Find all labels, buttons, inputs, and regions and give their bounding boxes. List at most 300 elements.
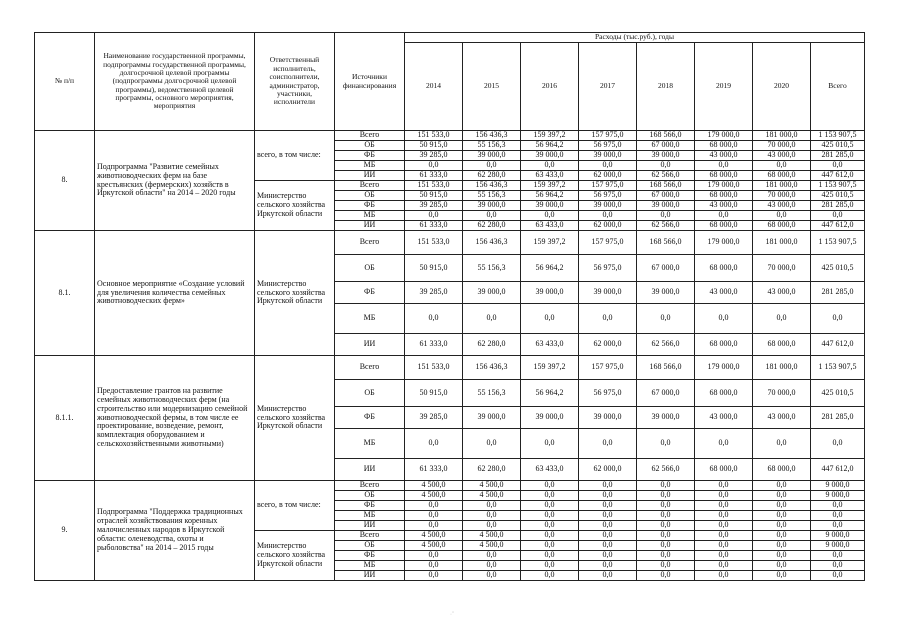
value-total: 1 153 907,5 (811, 356, 865, 380)
value-cell: 39 000,0 (521, 201, 579, 211)
value-cell: 157 975,0 (579, 356, 637, 380)
value-cell: 0,0 (753, 561, 811, 571)
value-cell: 55 156,3 (463, 380, 521, 407)
value-cell: 0,0 (405, 304, 463, 334)
value-total: 9 000,0 (811, 491, 865, 501)
value-cell: 50 915,0 (405, 141, 463, 151)
value-cell: 56 964,2 (521, 141, 579, 151)
header-year: 2017 (579, 43, 637, 131)
value-cell: 0,0 (753, 211, 811, 221)
value-cell: 0,0 (637, 501, 695, 511)
funding-source: ФБ (335, 551, 405, 561)
value-total: 447 612,0 (811, 221, 865, 231)
value-cell: 168 566,0 (637, 356, 695, 380)
value-cell: 0,0 (579, 304, 637, 334)
value-total: 0,0 (811, 561, 865, 571)
value-cell: 0,0 (695, 521, 753, 531)
value-cell: 159 397,2 (521, 356, 579, 380)
value-cell: 156 436,3 (463, 231, 521, 255)
value-cell: 63 433,0 (521, 221, 579, 231)
value-cell: 0,0 (579, 501, 637, 511)
value-cell: 0,0 (695, 481, 753, 491)
value-cell: 62 280,0 (463, 459, 521, 481)
funding-source: ОБ (335, 380, 405, 407)
value-cell: 50 915,0 (405, 191, 463, 201)
value-cell: 62 000,0 (579, 459, 637, 481)
value-cell: 0,0 (753, 304, 811, 334)
value-cell: 0,0 (463, 561, 521, 571)
value-cell: 39 285,0 (405, 282, 463, 304)
value-cell: 0,0 (521, 161, 579, 171)
value-cell: 0,0 (405, 211, 463, 221)
row-number: 8.1. (35, 231, 95, 356)
value-cell: 62 000,0 (579, 221, 637, 231)
value-cell: 61 333,0 (405, 221, 463, 231)
value-cell: 0,0 (753, 161, 811, 171)
value-cell: 68 000,0 (695, 380, 753, 407)
scan-mark: ·ˇ (450, 612, 454, 618)
value-cell: 0,0 (521, 521, 579, 531)
value-cell: 0,0 (579, 161, 637, 171)
value-cell: 159 397,2 (521, 231, 579, 255)
funding-source: Всего (335, 531, 405, 541)
value-cell: 0,0 (695, 561, 753, 571)
header-year: 2019 (695, 43, 753, 131)
value-total: 0,0 (811, 429, 865, 459)
value-cell: 0,0 (695, 304, 753, 334)
value-cell: 0,0 (695, 491, 753, 501)
value-cell: 0,0 (695, 571, 753, 581)
value-cell: 0,0 (753, 491, 811, 501)
value-cell: 179 000,0 (695, 181, 753, 191)
value-cell: 0,0 (579, 561, 637, 571)
financing-table (34, 32, 865, 581)
value-cell: 67 000,0 (637, 255, 695, 282)
header-resp: Ответственный исполнитель, соисполнители, администратор, участники, исполнители (255, 33, 335, 131)
value-cell: 0,0 (463, 211, 521, 221)
value-total: 425 010,5 (811, 255, 865, 282)
value-cell: 68 000,0 (753, 221, 811, 231)
value-cell: 181 000,0 (753, 181, 811, 191)
funding-source: МБ (335, 161, 405, 171)
header-src: Источники финансирования (335, 33, 405, 131)
funding-source: ИИ (335, 221, 405, 231)
value-cell: 63 433,0 (521, 171, 579, 181)
responsible-executor: Министерство сельского хозяйства Иркутской области (255, 181, 335, 231)
value-total: 447 612,0 (811, 459, 865, 481)
value-total: 1 153 907,5 (811, 181, 865, 191)
funding-source: ИИ (335, 171, 405, 181)
responsible-executor: Министерство сельского хозяйства Иркутской области (255, 231, 335, 356)
value-cell: 0,0 (405, 551, 463, 561)
value-total: 0,0 (811, 161, 865, 171)
value-cell: 0,0 (695, 501, 753, 511)
value-cell: 0,0 (637, 541, 695, 551)
value-cell: 68 000,0 (753, 171, 811, 181)
value-cell: 4 500,0 (463, 491, 521, 501)
value-cell: 0,0 (521, 501, 579, 511)
value-total: 9 000,0 (811, 481, 865, 491)
header-year: 2014 (405, 43, 463, 131)
table-row (35, 481, 865, 491)
value-cell: 55 156,3 (463, 141, 521, 151)
program-name: Предоставление грантов на развитие семейных животноводческих ферм (на строительство или модернизацию семейной животноводческой фермы, в том числе ее проектирование, возведение, ремонт, комплектация оборудованием и сельскохозяйственными животными) (95, 356, 255, 481)
value-cell: 0,0 (695, 161, 753, 171)
value-cell: 0,0 (637, 551, 695, 561)
responsible-executor: всего, в том числе: (255, 131, 335, 181)
table-row (35, 231, 865, 255)
value-cell: 0,0 (753, 481, 811, 491)
value-cell: 61 333,0 (405, 459, 463, 481)
funding-source: ФБ (335, 282, 405, 304)
funding-source: ОБ (335, 491, 405, 501)
value-cell: 0,0 (753, 551, 811, 561)
value-cell: 0,0 (753, 511, 811, 521)
value-cell: 68 000,0 (695, 459, 753, 481)
value-cell: 0,0 (521, 481, 579, 491)
value-cell: 70 000,0 (753, 191, 811, 201)
value-cell: 0,0 (521, 561, 579, 571)
value-cell: 4 500,0 (405, 491, 463, 501)
value-cell: 39 000,0 (579, 282, 637, 304)
value-cell: 0,0 (637, 511, 695, 521)
value-total: 425 010,5 (811, 141, 865, 151)
value-cell: 56 975,0 (579, 191, 637, 201)
value-cell: 0,0 (521, 511, 579, 521)
value-total: 0,0 (811, 211, 865, 221)
value-cell: 0,0 (405, 561, 463, 571)
value-cell: 0,0 (521, 304, 579, 334)
value-total: 425 010,5 (811, 380, 865, 407)
value-cell: 55 156,3 (463, 255, 521, 282)
value-cell: 43 000,0 (695, 201, 753, 211)
funding-source: Всего (335, 356, 405, 380)
value-total: 281 285,0 (811, 282, 865, 304)
value-cell: 0,0 (463, 161, 521, 171)
value-cell: 157 975,0 (579, 231, 637, 255)
value-cell: 39 000,0 (463, 407, 521, 429)
funding-source: ОБ (335, 141, 405, 151)
value-cell: 39 285,0 (405, 201, 463, 211)
value-cell: 62 566,0 (637, 334, 695, 356)
value-cell: 0,0 (463, 571, 521, 581)
value-cell: 0,0 (405, 161, 463, 171)
funding-source: ФБ (335, 407, 405, 429)
header-num: № п/п (35, 33, 95, 131)
value-cell: 0,0 (405, 501, 463, 511)
value-cell: 0,0 (463, 551, 521, 561)
row-number: 9. (35, 481, 95, 581)
value-cell: 0,0 (463, 429, 521, 459)
value-cell: 62 566,0 (637, 459, 695, 481)
value-cell: 0,0 (695, 211, 753, 221)
value-cell: 0,0 (753, 501, 811, 511)
value-cell: 39 000,0 (637, 201, 695, 211)
value-cell: 0,0 (579, 571, 637, 581)
value-cell: 151 533,0 (405, 356, 463, 380)
value-cell: 62 280,0 (463, 221, 521, 231)
value-cell: 157 975,0 (579, 131, 637, 141)
value-cell: 179 000,0 (695, 131, 753, 141)
value-cell: 0,0 (405, 429, 463, 459)
value-cell: 62 280,0 (463, 334, 521, 356)
value-cell: 4 500,0 (463, 481, 521, 491)
value-cell: 0,0 (521, 211, 579, 221)
value-cell: 68 000,0 (695, 191, 753, 201)
value-cell: 0,0 (463, 511, 521, 521)
value-cell: 70 000,0 (753, 255, 811, 282)
value-cell: 63 433,0 (521, 459, 579, 481)
value-cell: 39 000,0 (521, 407, 579, 429)
value-cell: 61 333,0 (405, 334, 463, 356)
value-cell: 0,0 (405, 511, 463, 521)
value-cell: 181 000,0 (753, 231, 811, 255)
value-cell: 43 000,0 (695, 282, 753, 304)
value-cell: 62 566,0 (637, 171, 695, 181)
value-cell: 0,0 (579, 481, 637, 491)
value-cell: 4 500,0 (463, 531, 521, 541)
value-cell: 68 000,0 (695, 255, 753, 282)
funding-source: МБ (335, 511, 405, 521)
value-cell: 0,0 (637, 521, 695, 531)
table-row (35, 356, 865, 380)
funding-source: ИИ (335, 459, 405, 481)
value-cell: 168 566,0 (637, 231, 695, 255)
header-year: Всего (811, 43, 865, 131)
funding-source: ОБ (335, 255, 405, 282)
value-cell: 151 533,0 (405, 181, 463, 191)
value-cell: 0,0 (521, 551, 579, 561)
value-cell: 68 000,0 (695, 221, 753, 231)
value-cell: 68 000,0 (753, 459, 811, 481)
value-cell: 43 000,0 (753, 407, 811, 429)
value-cell: 39 000,0 (521, 282, 579, 304)
value-cell: 62 000,0 (579, 334, 637, 356)
funding-source: Всего (335, 131, 405, 141)
value-cell: 4 500,0 (463, 541, 521, 551)
header-year: 2020 (753, 43, 811, 131)
funding-source: ОБ (335, 191, 405, 201)
value-cell: 0,0 (753, 521, 811, 531)
value-total: 9 000,0 (811, 541, 865, 551)
funding-source: ФБ (335, 501, 405, 511)
value-cell: 39 000,0 (579, 407, 637, 429)
value-cell: 0,0 (637, 481, 695, 491)
value-cell: 62 000,0 (579, 171, 637, 181)
responsible-executor: Министерство сельского хозяйства Иркутской области (255, 531, 335, 581)
value-cell: 39 000,0 (637, 407, 695, 429)
value-total: 447 612,0 (811, 171, 865, 181)
funding-source: ОБ (335, 541, 405, 551)
value-cell: 39 000,0 (463, 201, 521, 211)
value-cell: 0,0 (695, 551, 753, 561)
value-cell: 156 436,3 (463, 181, 521, 191)
value-cell: 0,0 (521, 571, 579, 581)
value-cell: 0,0 (753, 541, 811, 551)
value-cell: 0,0 (579, 429, 637, 459)
value-cell: 70 000,0 (753, 141, 811, 151)
value-cell: 56 964,2 (521, 255, 579, 282)
responsible-executor: Министерство сельского хозяйства Иркутской области (255, 356, 335, 481)
responsible-executor: всего, в том числе: (255, 481, 335, 531)
value-cell: 0,0 (637, 161, 695, 171)
value-total: 9 000,0 (811, 531, 865, 541)
funding-source: ИИ (335, 571, 405, 581)
value-cell: 70 000,0 (753, 380, 811, 407)
value-cell: 0,0 (579, 521, 637, 531)
value-cell: 62 280,0 (463, 171, 521, 181)
value-total: 281 285,0 (811, 151, 865, 161)
value-cell: 0,0 (463, 501, 521, 511)
value-cell: 43 000,0 (695, 407, 753, 429)
value-cell: 61 333,0 (405, 171, 463, 181)
funding-source: МБ (335, 429, 405, 459)
value-total: 281 285,0 (811, 201, 865, 211)
value-cell: 50 915,0 (405, 255, 463, 282)
value-cell: 4 500,0 (405, 481, 463, 491)
value-cell: 151 533,0 (405, 231, 463, 255)
value-cell: 39 000,0 (521, 151, 579, 161)
value-cell: 0,0 (521, 429, 579, 459)
value-total: 1 153 907,5 (811, 231, 865, 255)
funding-source: ФБ (335, 151, 405, 161)
value-cell: 55 156,3 (463, 191, 521, 201)
value-cell: 56 964,2 (521, 191, 579, 201)
value-cell: 0,0 (637, 561, 695, 571)
header-year: 2016 (521, 43, 579, 131)
value-cell: 0,0 (579, 491, 637, 501)
header-name: Наименование государственной программы, подпрограммы государственной программы, долгосрочной целевой программы (подпрограммы долгосрочной целевой программы), ведомственной целевой программы, основного мероприятия, мероприятия (95, 33, 255, 131)
table-header (35, 33, 865, 131)
value-cell: 0,0 (579, 551, 637, 561)
value-cell: 157 975,0 (579, 181, 637, 191)
value-cell: 0,0 (695, 429, 753, 459)
row-number: 8.1.1. (35, 356, 95, 481)
value-cell: 0,0 (637, 491, 695, 501)
value-cell: 68 000,0 (695, 171, 753, 181)
funding-source: МБ (335, 211, 405, 221)
value-total: 1 153 907,5 (811, 131, 865, 141)
value-total: 0,0 (811, 571, 865, 581)
value-cell: 43 000,0 (753, 282, 811, 304)
value-total: 0,0 (811, 501, 865, 511)
value-cell: 39 285,0 (405, 407, 463, 429)
value-cell: 151 533,0 (405, 131, 463, 141)
value-cell: 179 000,0 (695, 231, 753, 255)
value-cell: 0,0 (695, 531, 753, 541)
value-cell: 50 915,0 (405, 380, 463, 407)
value-cell: 68 000,0 (695, 141, 753, 151)
value-cell: 0,0 (753, 429, 811, 459)
row-number: 8. (35, 131, 95, 231)
value-cell: 159 397,2 (521, 131, 579, 141)
value-cell: 68 000,0 (695, 334, 753, 356)
value-cell: 0,0 (405, 521, 463, 531)
value-cell: 0,0 (521, 531, 579, 541)
value-cell: 67 000,0 (637, 141, 695, 151)
program-name: Подпрограмма "Поддержка традиционных отраслей хозяйствования коренных малочисленных народов в Иркутской области: оленеводства, охоты и рыболовства" на 2014 – 2015 годы (95, 481, 255, 581)
header-year: 2018 (637, 43, 695, 131)
value-cell: 0,0 (637, 211, 695, 221)
value-cell: 0,0 (637, 304, 695, 334)
value-cell: 4 500,0 (405, 531, 463, 541)
value-cell: 156 436,3 (463, 131, 521, 141)
program-name: Основное мероприятие «Создание условий для увеличения количества семейных животноводческих ферм» (95, 231, 255, 356)
value-cell: 181 000,0 (753, 131, 811, 141)
value-cell: 39 000,0 (637, 282, 695, 304)
value-cell: 39 000,0 (463, 151, 521, 161)
value-cell: 43 000,0 (753, 151, 811, 161)
value-cell: 0,0 (637, 571, 695, 581)
value-cell: 39 000,0 (579, 151, 637, 161)
value-total: 447 612,0 (811, 334, 865, 356)
value-cell: 4 500,0 (405, 541, 463, 551)
value-cell: 0,0 (579, 511, 637, 521)
funding-source: Всего (335, 181, 405, 191)
header-year: 2015 (463, 43, 521, 131)
value-cell: 168 566,0 (637, 181, 695, 191)
value-cell: 0,0 (753, 531, 811, 541)
value-cell: 43 000,0 (753, 201, 811, 211)
funding-source: Всего (335, 231, 405, 255)
value-cell: 0,0 (521, 491, 579, 501)
value-cell: 0,0 (695, 511, 753, 521)
value-cell: 0,0 (695, 541, 753, 551)
value-cell: 0,0 (463, 304, 521, 334)
value-cell: 0,0 (579, 531, 637, 541)
table-row (35, 131, 865, 141)
value-cell: 63 433,0 (521, 334, 579, 356)
value-cell: 0,0 (579, 211, 637, 221)
value-cell: 0,0 (405, 571, 463, 581)
funding-source: МБ (335, 561, 405, 571)
value-cell: 67 000,0 (637, 380, 695, 407)
funding-source: ИИ (335, 334, 405, 356)
program-name: Подпрограмма "Развитие семейных животноводческих ферм на базе крестьянских (фермерских) хозяйств в Иркутской области" на 2014 – 2020 годы (95, 131, 255, 231)
funding-source: Всего (335, 481, 405, 491)
value-cell: 156 436,3 (463, 356, 521, 380)
value-cell: 0,0 (637, 429, 695, 459)
value-total: 0,0 (811, 304, 865, 334)
value-cell: 159 397,2 (521, 181, 579, 191)
value-cell: 43 000,0 (695, 151, 753, 161)
value-total: 425 010,5 (811, 191, 865, 201)
header-expenses: Расходы (тыс.руб.), годы (405, 33, 865, 43)
value-cell: 39 000,0 (463, 282, 521, 304)
value-cell: 56 975,0 (579, 141, 637, 151)
value-cell: 56 964,2 (521, 380, 579, 407)
value-cell: 0,0 (753, 571, 811, 581)
table-body (35, 131, 865, 581)
value-cell: 39 000,0 (579, 201, 637, 211)
value-cell: 0,0 (521, 541, 579, 551)
value-cell: 39 285,0 (405, 151, 463, 161)
funding-source: МБ (335, 304, 405, 334)
value-cell: 0,0 (463, 521, 521, 531)
value-cell: 39 000,0 (637, 151, 695, 161)
value-cell: 67 000,0 (637, 191, 695, 201)
funding-source: ИИ (335, 521, 405, 531)
value-cell: 56 975,0 (579, 255, 637, 282)
value-cell: 181 000,0 (753, 356, 811, 380)
value-total: 0,0 (811, 511, 865, 521)
value-total: 0,0 (811, 551, 865, 561)
value-cell: 168 566,0 (637, 131, 695, 141)
value-cell: 0,0 (637, 531, 695, 541)
value-cell: 62 566,0 (637, 221, 695, 231)
value-cell: 56 975,0 (579, 380, 637, 407)
value-cell: 68 000,0 (753, 334, 811, 356)
